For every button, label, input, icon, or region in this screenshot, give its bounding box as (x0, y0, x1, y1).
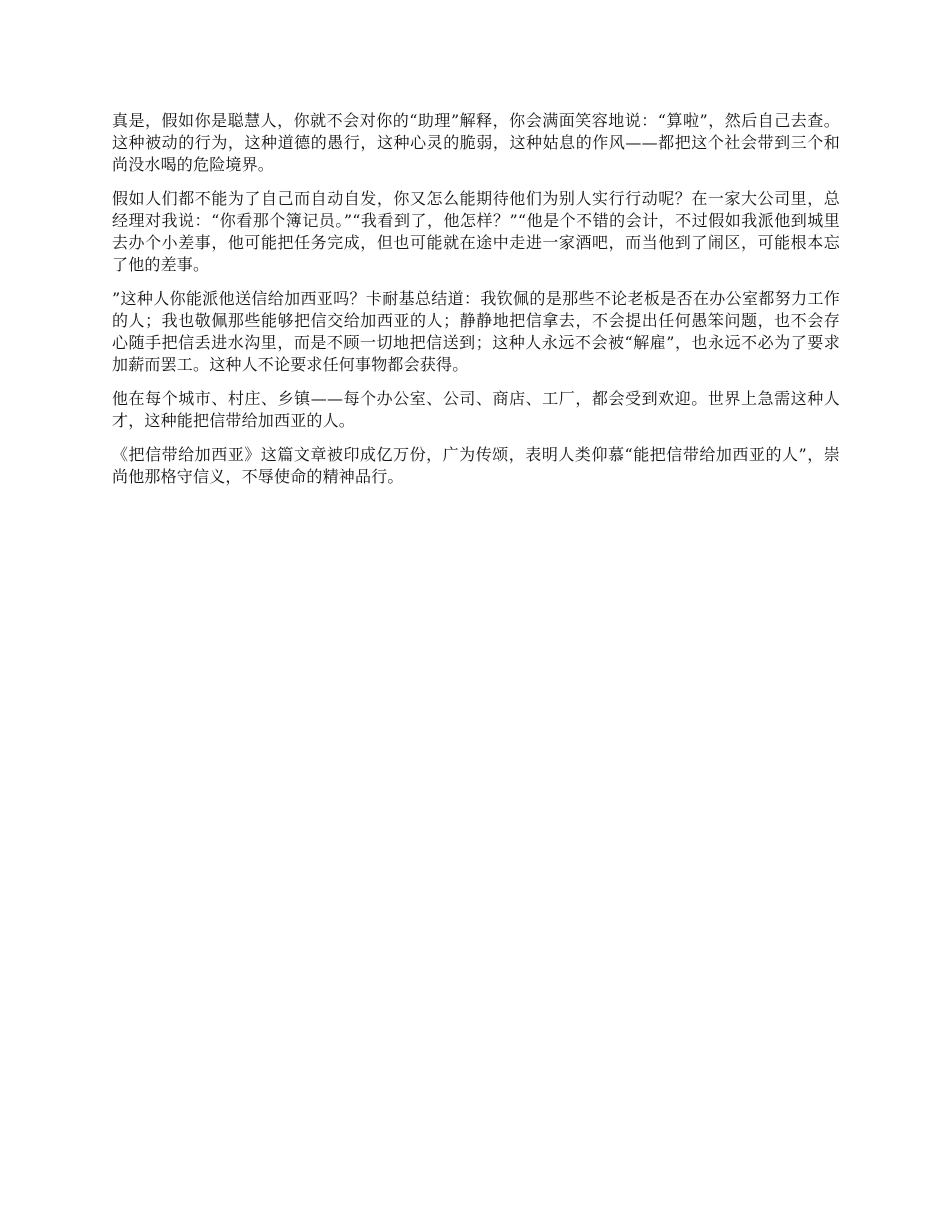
document-page (112, 110, 840, 500)
paragraph: 他在每个城市、村庄、乡镇——每个办公室、公司、商店、工厂，都会受到欢迎。世界上急需这种人才，这种能把信带给加西亚的人。 (112, 389, 840, 430)
paragraph: 《把信带给加西亚》这篇文章被印成亿万份，广为传颂，表明人类仰慕“能把信带给加西亚的人”，崇尚他那格守信义，不辱使命的精神品行。 (112, 445, 840, 486)
paragraph: ”这种人你能派他送信给加西亚吗？卡耐基总结道：我钦佩的是那些不论老板是否在办公室都努力工作的人；我也敬佩那些能够把信交给加西亚的人；静静地把信拿去，不会提出任何愚笨问题，也不会存心随手把信丢进水沟里，而是不顾一切地把信送到；这种人永远不会被“解雇”，也永远不必为了要求加薪而罢工。这种人不论要求任何事物都会获得。 (112, 289, 840, 374)
paragraph: 假如人们都不能为了自己而自动自发，你又怎么能期待他们为别人实行行动呢？在一家大公司里，总经理对我说：“你看那个簿记员。”“我看到了，他怎样？”“他是个不错的会计，不过假如我派他到城里去办个小差事，他可能把任务完成，但也可能就在途中走进一家酒吧，而当他到了闹区，可能根本忘了他的差事。 (112, 189, 840, 274)
paragraph: 真是，假如你是聪慧人，你就不会对你的“助理”解释，你会满面笑容地说：“算啦”，然后自己去查。这种被动的行为，这种道德的愚行，这种心灵的脆弱，这种姑息的作风——都把这个社会带到三个和尚没水喝的危险境界。 (112, 111, 840, 174)
